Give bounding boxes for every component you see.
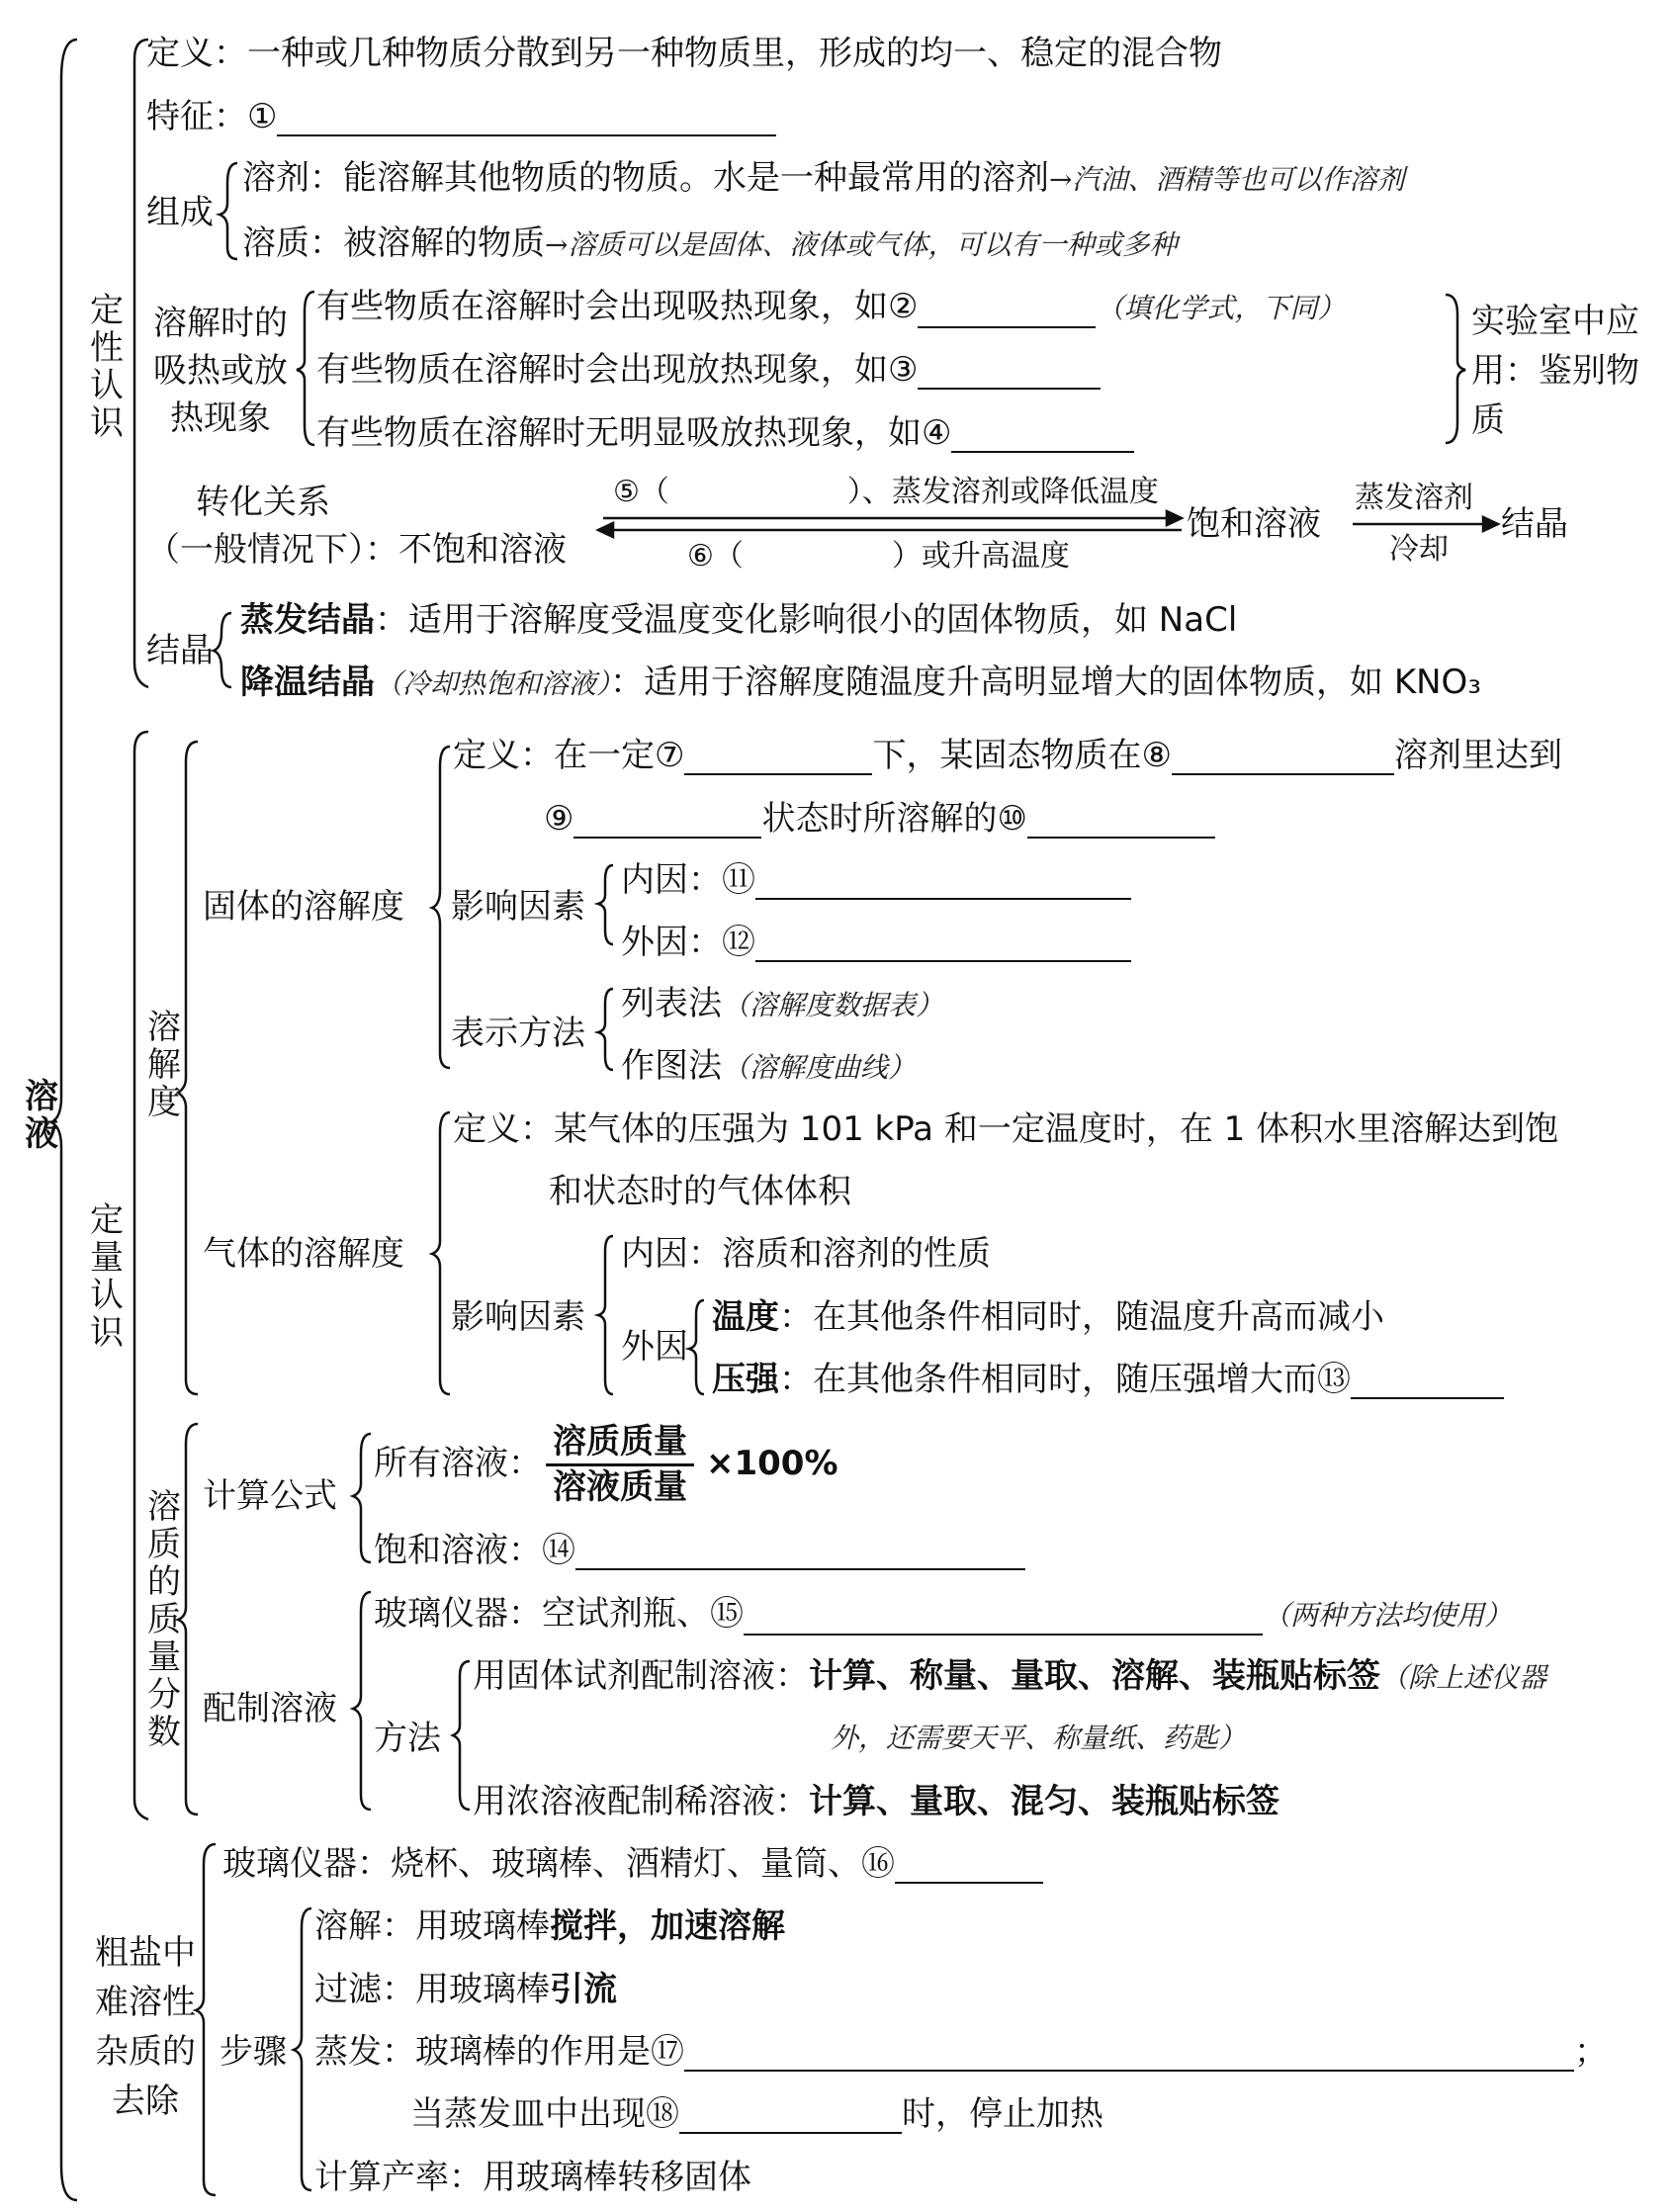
solute-line: 溶质：被溶解的物质→溶质可以是固体、液体或气体，可以有一种或多种 [242, 223, 1178, 263]
solubility-label: 溶 解 度 [147, 1008, 181, 1122]
brace-crystal [214, 613, 231, 687]
blank-15[interactable] [744, 1604, 1263, 1636]
brace-steps [294, 1908, 311, 2190]
sec3-steps-label: 步骤 [220, 2032, 287, 2072]
blank-14[interactable] [575, 1539, 1025, 1570]
saturated-solution: 饱和溶液 [1187, 504, 1321, 544]
heat-line-3: 有些物质在溶解时无明显吸放热现象，如④ [316, 413, 1134, 453]
blank-13[interactable] [1351, 1368, 1504, 1399]
prepare-label: 配制溶液 [203, 1689, 337, 1728]
arrow-to-crystal-head [1483, 517, 1498, 531]
arrow-to-unsaturated-head [598, 523, 613, 537]
prepare-dilute: 用浓溶液配制稀溶液：计算、量取、混匀、装瓶贴标签 [473, 1782, 1279, 1821]
brace-solid-factors [598, 865, 613, 944]
brace-lab [1446, 295, 1465, 443]
brace-solid [432, 747, 450, 1068]
conversion-lower: ⑥（ ）或升高温度 [687, 539, 1070, 574]
brace-prepare [353, 1592, 371, 1810]
solid-methods-label: 表示方法 [451, 1014, 585, 1053]
blank-1[interactable] [277, 105, 776, 136]
formula-saturated: 饱和溶液：⑭ [374, 1531, 1025, 1570]
gas-def-1: 定义：某气体的压强为 101 kPa 和一定温度时，在 1 体积水里溶解达到饱 [453, 1109, 1559, 1149]
blank-8[interactable] [1172, 744, 1394, 775]
step-evaporate: 蒸发：玻璃棒的作用是⑰ ； [314, 2032, 1608, 2072]
sec2-label: 定 量 认 识 [90, 1200, 124, 1353]
gas-internal: 内因：溶质和溶剂的性质 [621, 1234, 991, 1274]
solid-method-table: 列表法（溶解度数据表） [621, 984, 944, 1023]
heat-line-2: 有些物质在溶解时会出现放热现象，如③ [316, 350, 1101, 390]
solid-def-2: ⑨ 状态时所溶解的⑩ [544, 799, 1215, 839]
blank-11[interactable] [755, 868, 1131, 900]
blank-17[interactable] [684, 2040, 1574, 2072]
solid-external: 外因：⑫ [621, 923, 1131, 962]
conversion-label-2: （一般情况下）：不饱和溶液 [146, 530, 567, 570]
gas-external-label: 外因 [621, 1327, 688, 1367]
sec3-label: 粗盐中难溶性杂质的去除 [95, 1933, 196, 2121]
composition-label: 组成 [146, 193, 214, 232]
blank-7[interactable] [684, 744, 872, 775]
formula-label: 计算公式 [203, 1476, 337, 1516]
main-title: 溶 液 [25, 1077, 58, 1154]
fraction-bar [546, 1463, 694, 1466]
evap-bottom: 冷却 [1389, 532, 1449, 567]
brace-formula [353, 1434, 371, 1562]
sec1-feature: 特征：① [146, 97, 776, 136]
step-yield: 计算产率：用玻璃棒转移固体 [314, 2158, 751, 2197]
blank-18[interactable] [679, 2102, 902, 2134]
gas-def-2: 和状态时的气体体积 [549, 1172, 851, 1211]
solid-solubility-label: 固体的溶解度 [203, 887, 404, 927]
sec1-definition: 定义：一种或几种物质分散到另一种物质里，形成的均一、稳定的混合物 [146, 34, 1222, 73]
gas-pressure: 压强：在其他条件相同时，随压强增大而⑬ [712, 1360, 1504, 1399]
formula-numerator: 溶质质量 [553, 1422, 687, 1461]
blank-9[interactable] [573, 807, 761, 839]
brace-composition [220, 163, 237, 259]
sec3-glass: 玻璃仪器：烧杯、玻璃棒、酒精灯、量筒、⑯ [222, 1844, 1043, 1884]
gas-temperature: 温度：在其他条件相同时，随温度升高而减小 [712, 1297, 1384, 1337]
arrow-to-saturated-head [1167, 511, 1182, 525]
gas-solubility-label: 气体的溶解度 [203, 1234, 404, 1274]
sec1-label: 定 性 认 识 [90, 291, 124, 443]
prepare-solid-note: 外，还需要天平、称量纸、药匙） [831, 1722, 1247, 1754]
lab-use: 实验室中应用：鉴别物质 [1471, 302, 1639, 440]
mass-fraction-label: 溶 质 的 质 量 分 数 [147, 1487, 181, 1752]
prepare-solid: 用固体试剂配制溶液：计算、称量、量取、溶解、装瓶贴标签（除上述仪器 [473, 1656, 1547, 1696]
formula-all: 所有溶液： [374, 1444, 542, 1483]
brace-heat [297, 292, 314, 445]
solid-def-1: 定义：在一定⑦ 下，某固态物质在⑧ 溶剂里达到 [453, 736, 1562, 775]
solid-internal: 内因：⑪ [621, 860, 1131, 900]
brace-gas-factors [598, 1236, 613, 1394]
brace-solid-methods [598, 989, 613, 1070]
evap-crystallization: 蒸发结晶：适用于溶解度受温度变化影响很小的固体物质，如 NaCl [240, 600, 1238, 640]
formula-times: ×100% [706, 1444, 838, 1483]
blank-16[interactable] [895, 1852, 1043, 1884]
step-evaporate-2: 当蒸发皿中出现⑱ 时，停止加热 [410, 2094, 1103, 2134]
conversion-label-1: 转化关系 [196, 483, 330, 522]
crystal: 结晶 [1501, 504, 1568, 544]
formula-denominator: 溶液质量 [553, 1467, 687, 1507]
prepare-method-label: 方法 [374, 1719, 441, 1758]
brace-gas [432, 1112, 450, 1394]
solvent-line: 溶剂：能溶解其他物质的物质。水是一种最常用的溶剂→汽油、酒精等也可以作溶剂 [242, 158, 1405, 198]
brace-method [453, 1661, 470, 1810]
cool-crystallization: 降温结晶（冷却热饱和溶液）：适用于溶解度随温度升高明显增大的固体物质，如 KNO₃ [240, 663, 1481, 702]
heat-label: 溶解时的吸热或放热现象 [153, 304, 288, 438]
blank-12[interactable] [755, 930, 1131, 962]
heat-line-1: 有些物质在溶解时会出现吸热现象，如② （填化学式，下同） [316, 287, 1346, 326]
blank-3[interactable] [918, 358, 1101, 390]
blank-10[interactable] [1027, 807, 1215, 839]
step-dissolve: 溶解：用玻璃棒搅拌，加速溶解 [314, 1906, 785, 1946]
prepare-glass: 玻璃仪器：空试剂瓶、⑮ （两种方法均使用） [374, 1594, 1513, 1634]
solid-method-graph: 作图法（溶解度曲线） [621, 1046, 917, 1086]
solid-factors-label: 影响因素 [451, 887, 585, 927]
brace-gas-external [689, 1300, 704, 1394]
evap-top: 蒸发溶剂 [1355, 481, 1473, 515]
crystallization-label: 结晶 [146, 631, 214, 670]
conversion-upper: ⑤（ ）、蒸发溶剂或降低温度 [613, 475, 1159, 509]
gas-factors-label: 影响因素 [451, 1297, 585, 1337]
step-filter: 过滤：用玻璃棒引流 [314, 1970, 617, 2009]
blank-2[interactable] [918, 297, 1096, 328]
blank-4[interactable] [951, 421, 1134, 453]
